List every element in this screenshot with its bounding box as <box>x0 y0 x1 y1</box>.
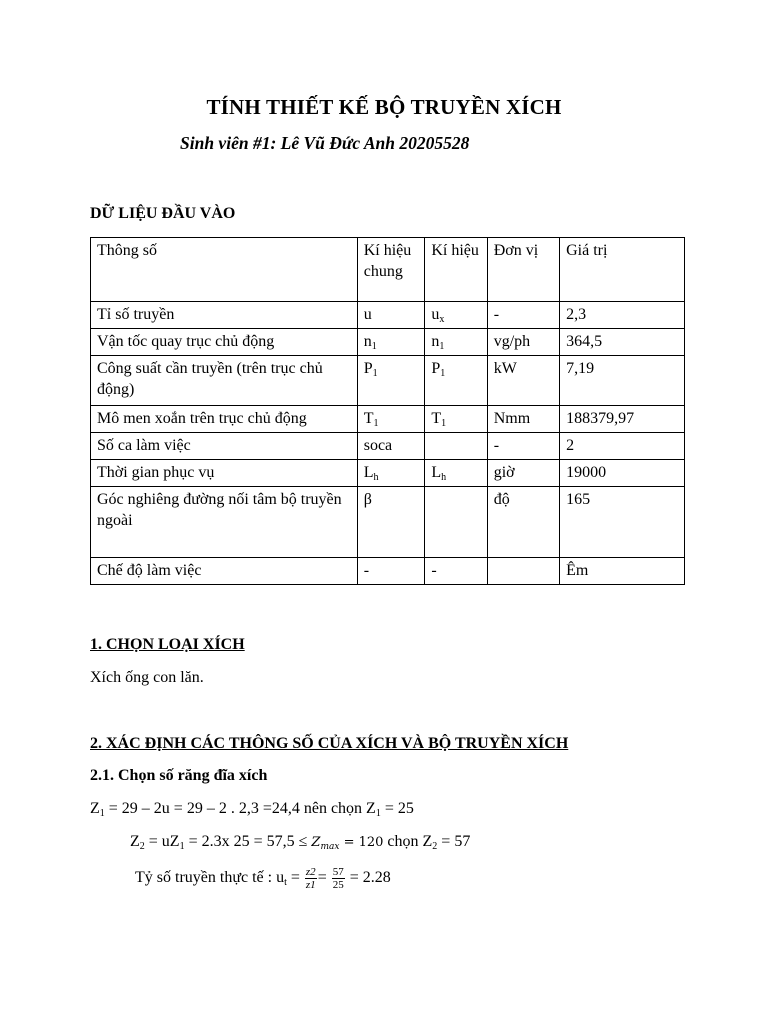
student-line: Sinh viên #1: Lê Vũ Đức Anh 20205528 <box>180 133 470 153</box>
cell-param: Góc nghiêng đường nối tâm bộ truyền ngoài <box>91 487 358 558</box>
cell-param: Mô men xoắn trên trục chủ động <box>91 406 358 433</box>
cell-sym-general: u <box>357 302 425 329</box>
section-2-1-heading: 2.1. Chọn số răng đĩa xích <box>90 767 268 784</box>
cell-sym: $L_h$ <box>425 460 487 487</box>
cell-sym: $P_1$ <box>425 356 487 406</box>
cell-value: 165 <box>560 487 685 558</box>
cell-value: 19000 <box>560 460 685 487</box>
header-cell-unit: Đơn vị <box>487 238 559 302</box>
fraction-z2-z1: $\frac{z2}{z1}$ <box>305 866 316 891</box>
fraction-57-25: $\frac{57}{25}$ <box>332 866 344 891</box>
equation-z2: $Z_2 = uZ_1 = 2.3x$ $25 = 57,5 \le Z_{max} = 120$ chọn $Z_2 = 57$ <box>130 833 471 852</box>
section-1-text: Xích ống con lăn. <box>90 669 204 686</box>
parameter-table <box>90 237 685 585</box>
cell-sym: - <box>425 558 487 585</box>
header-cell-sym-general: Kí hiệu chung <box>357 238 425 302</box>
cell-sym: $n_1$ <box>425 329 487 356</box>
cell-param: Chế độ làm việc <box>91 558 358 585</box>
cell-unit: - <box>487 302 559 329</box>
table-row <box>91 460 685 487</box>
cell-unit: độ <box>487 487 559 558</box>
cell-sym: $u_x$ <box>425 302 487 329</box>
cell-sym-general: $L_h$ <box>357 460 425 487</box>
header-cell-sym: Kí hiệu <box>425 238 487 302</box>
section-2-heading: 2. XÁC ĐỊNH CÁC THÔNG SỐ CỦA XÍCH VÀ BỘ TRUYỀN XÍCH <box>90 735 569 752</box>
cell-unit <box>487 558 559 585</box>
cell-sym <box>425 487 487 558</box>
cell-param: Công suất cần truyền (trên trục chủ động) <box>91 356 358 406</box>
input-data-heading: DỮ LIỆU ĐẦU VÀO <box>90 205 236 222</box>
table-row <box>91 329 685 356</box>
table-row <box>91 302 685 329</box>
cell-value: Êm <box>560 558 685 585</box>
section-1-heading: 1. CHỌN LOẠI XÍCH <box>90 636 245 653</box>
cell-sym-general: - <box>357 558 425 585</box>
cell-unit: - <box>487 433 559 460</box>
cell-sym-general: $P_1$ <box>357 356 425 406</box>
cell-sym: $T_1$ <box>425 406 487 433</box>
cell-sym <box>425 433 487 460</box>
document-title: TÍNH THIẾT KẾ BỘ TRUYỀN XÍCH <box>206 95 562 119</box>
header-cell-param: Thông số <box>91 238 358 302</box>
table-row <box>91 558 685 585</box>
equation-z1: $Z_1 = 29 - 2u = 29 - 2$ . 2,3 =24,4 nên chọn $Z_1 = 25$ <box>90 800 414 819</box>
cell-unit: vg/ph <box>487 329 559 356</box>
table-header-row <box>91 238 685 302</box>
table-row <box>91 356 685 406</box>
cell-sym-general: β <box>357 487 425 558</box>
table-row <box>91 487 685 558</box>
cell-sym-general: $T_1$ <box>357 406 425 433</box>
cell-sym-general: soca <box>357 433 425 460</box>
table-row <box>91 433 685 460</box>
table-row <box>91 406 685 433</box>
equation-ratio: Tỷ số truyền thực tế : $u_t$ = $\frac{z2}{z1}$ = $\frac{57}{25}$ = 2.28 <box>135 866 391 891</box>
cell-param: Vận tốc quay trục chủ động <box>91 329 358 356</box>
cell-param: Thời gian phục vụ <box>91 460 358 487</box>
cell-unit: giờ <box>487 460 559 487</box>
cell-param: Số ca làm việc <box>91 433 358 460</box>
cell-value: 188379,97 <box>560 406 685 433</box>
cell-unit: kW <box>487 356 559 406</box>
cell-param: Tỉ số truyền <box>91 302 358 329</box>
cell-value: 2 <box>560 433 685 460</box>
cell-value: 7,19 <box>560 356 685 406</box>
cell-sym-general: $n_1$ <box>357 329 425 356</box>
header-cell-value: Giá trị <box>560 238 685 302</box>
cell-value: 2,3 <box>560 302 685 329</box>
cell-value: 364,5 <box>560 329 685 356</box>
cell-unit: Nmm <box>487 406 559 433</box>
